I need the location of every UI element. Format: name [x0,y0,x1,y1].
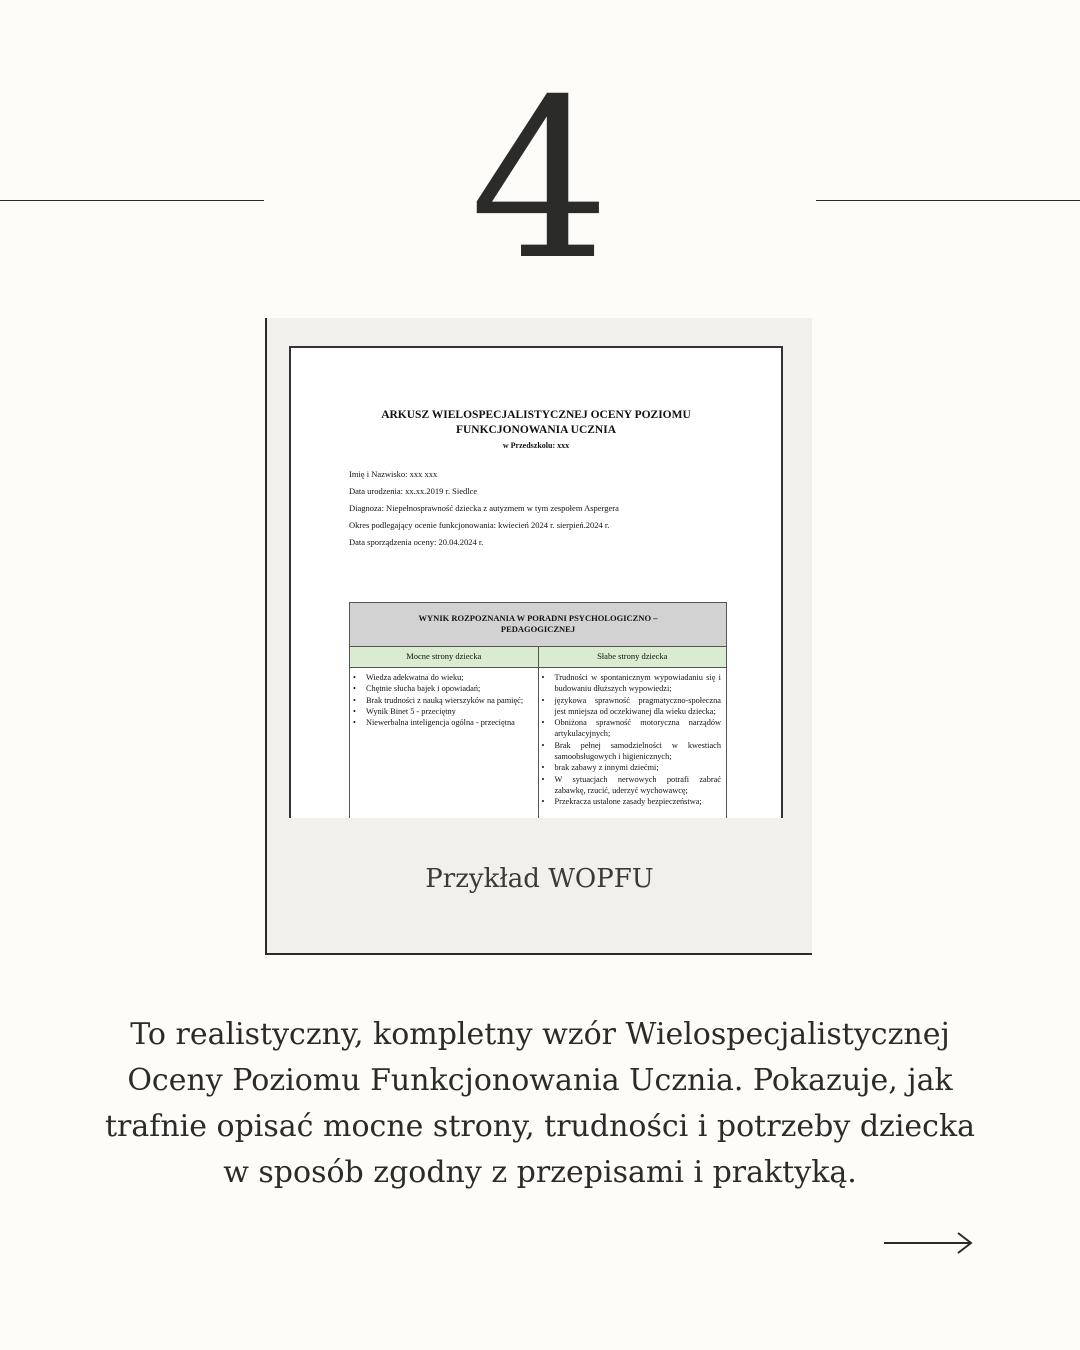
divider-left [0,200,264,201]
table-heading [350,603,726,647]
description-text [80,1012,1000,1196]
document-title-line: FUNKCJONOWANIA UCZNIA [455,424,617,436]
slide-number: 4 [470,52,610,308]
weaknesses-list [542,672,722,808]
card-caption: Przykład WOPFU [425,864,654,894]
list-item: • Chętnie słucha bajek i opowiadań; [353,683,533,694]
table-column-headers [350,647,726,668]
document-fields [349,469,619,554]
table-heading-line: PEDAGOGICZNEJ [500,624,576,634]
field-assessment-date: Data sporządzenia oceny: 20.04.2024 r. [349,537,484,547]
strengths-list [353,672,533,728]
weaknesses-column [539,668,727,818]
column-header-strengths: Mocne strony dziecka [350,647,539,667]
list-item: • Brak trudności z nauką wierszyków na pamięć; [353,695,533,706]
list-item: • Trudności w spontanicznym wypowiadaniu się i budowaniu dłuższych wypowiedzi; [542,672,722,695]
description-line: To realistyczny, kompletny wzór Wielospecjalistycznej [130,1017,950,1052]
column-header-weaknesses: Słabe strony dziecka [597,651,668,661]
table-body [350,668,726,818]
list-item: • Brak pełnej samodzielności w kwestiach samoobsługowych i higienicznych; [542,740,722,763]
field-name: Imię i Nazwisko: xxx xxx [349,469,438,479]
description-line: trafnie opisać mocne strony, trudności i potrzeby dziecka [104,1109,976,1144]
diagnosis-table [349,602,727,818]
list-item: • Wynik Binet 5 - przeciętny [353,706,533,717]
document-card [265,318,812,955]
table-heading-line: WYNIK ROZPOZNANIA W PORADNI PSYCHOLOGICZNO – [418,613,658,623]
list-item: • Niewerbalna inteligencja ogólna - przeciętna [353,717,533,728]
list-item: • Wiedza adekwatna do wieku; [353,672,533,683]
document-title-line: ARKUSZ WIELOSPECJALISTYCZNEJ OCENY POZIOMU [381,409,691,421]
strengths-column [350,668,539,818]
description-line: w sposób zgodny z przepisami i praktyką. [223,1155,857,1190]
field-period: Okres podlegający ocenie funkcjonowania: kwiecień 2024 r. sierpień.2024 r. [349,520,610,530]
divider-right [816,200,1080,201]
field-birth-date: Data urodzenia: xx.xx.2019 r. Siedlce [349,486,478,496]
list-item: • językowa sprawność pragmatyczno-społeczna jest mniejsza od oczekiwanej dla wieku dziecka; [542,695,722,718]
list-item: • W sytuacjach nerwowych potrafi zabrać zabawkę, rzucić, uderzyć wychowawcę; [542,774,722,797]
list-item: • Przekracza ustalone zasady bezpieczeństwa; [542,796,722,807]
list-item: • brak zabawy z innymi dziećmi; [542,762,722,773]
list-item: • Obniżona sprawność motoryczna narządów artykulacyjnych; [542,717,722,740]
document-subtitle: w Przedszkolu: xxx [502,441,570,450]
document-title [291,408,781,438]
description-line: Oceny Poziomu Funkcjonowania Ucznia. Pokazuje, jak [127,1063,953,1098]
field-diagnosis: Diagnoza: Niepełnosprawność dziecka z autyzmem w tym zespołem Aspergera [349,503,619,513]
document-preview [289,346,783,818]
arrow-right-icon[interactable] [882,1228,974,1258]
